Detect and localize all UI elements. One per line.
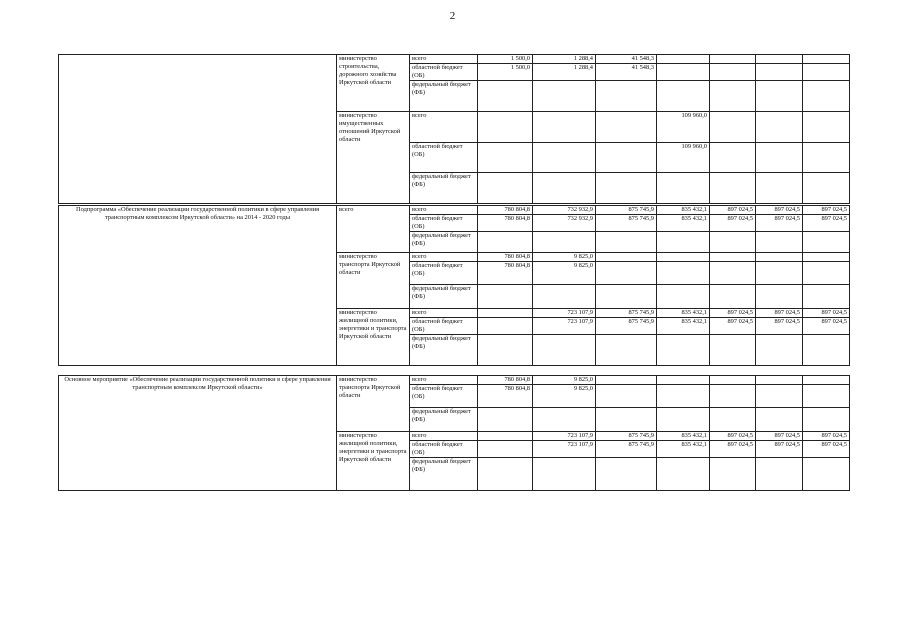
amount-cell: 875 745,9: [596, 309, 657, 318]
amount-cell: 835 432,1: [657, 318, 710, 335]
amount-cell: [756, 64, 803, 81]
amount-cell: [756, 253, 803, 262]
source-total: всего: [410, 376, 478, 385]
source-regional: областной бюджет (ОБ): [410, 385, 478, 408]
empty-cell: [803, 335, 850, 366]
amount-cell: [803, 143, 850, 173]
amount-cell: 897 024,5: [803, 215, 850, 232]
empty-cell: [756, 81, 803, 112]
empty-cell: [478, 458, 533, 491]
empty-cell: [533, 408, 596, 432]
amount-cell: [596, 253, 657, 262]
amount-cell: 897 024,5: [756, 206, 803, 215]
source-regional: областной бюджет (ОБ): [410, 262, 478, 285]
empty-cell: [478, 81, 533, 112]
amount-cell: [710, 64, 756, 81]
amount-cell: 732 932,9: [533, 206, 596, 215]
amount-cell: [596, 112, 657, 143]
amount-cell: [710, 112, 756, 143]
amount-cell: 723 107,9: [533, 318, 596, 335]
source-total: всего: [410, 55, 478, 64]
amount-cell: 897 024,5: [710, 432, 756, 441]
empty-cell: [657, 232, 710, 253]
amount-cell: [657, 376, 710, 385]
amount-cell: [657, 262, 710, 285]
empty-cell: [756, 408, 803, 432]
empty-cell: [533, 173, 596, 204]
source-regional: областной бюджет (ОБ): [410, 215, 478, 232]
empty-cell: [533, 285, 596, 309]
program-name-empty: [59, 55, 337, 204]
amount-cell: 723 107,9: [533, 441, 596, 458]
amount-cell: 835 432,1: [657, 215, 710, 232]
source-federal: федеральный бюджет (ФБ): [410, 458, 478, 491]
page-number: 2: [449, 10, 456, 22]
empty-cell: [596, 335, 657, 366]
amount-cell: [478, 309, 533, 318]
amount-cell: 897 024,5: [756, 441, 803, 458]
empty-cell: [533, 458, 596, 491]
amount-cell: [756, 143, 803, 173]
amount-cell: 897 024,5: [756, 318, 803, 335]
amount-cell: [657, 64, 710, 81]
amount-cell: 875 745,9: [596, 441, 657, 458]
amount-cell: 835 432,1: [657, 441, 710, 458]
empty-cell: [478, 335, 533, 366]
amount-cell: 897 024,5: [710, 309, 756, 318]
empty-cell: [478, 285, 533, 309]
amount-cell: 897 024,5: [710, 215, 756, 232]
empty-cell: [596, 408, 657, 432]
amount-cell: [478, 143, 533, 173]
amount-cell: 875 745,9: [596, 432, 657, 441]
amount-cell: [533, 143, 596, 173]
source-regional: областной бюджет (ОБ): [410, 64, 478, 81]
amount-cell: [533, 112, 596, 143]
empty-cell: [803, 408, 850, 432]
amount-cell: [478, 432, 533, 441]
amount-cell: 897 024,5: [803, 441, 850, 458]
empty-cell: [478, 173, 533, 204]
empty-cell: [803, 173, 850, 204]
empty-cell: [710, 232, 756, 253]
empty-cell: [657, 408, 710, 432]
amount-cell: [478, 441, 533, 458]
amount-cell: [478, 318, 533, 335]
amount-cell: [803, 262, 850, 285]
empty-cell: [803, 285, 850, 309]
amount-cell: 897 024,5: [803, 206, 850, 215]
amount-cell: [478, 112, 533, 143]
amount-cell: 723 107,9: [533, 309, 596, 318]
source-total: всего: [410, 309, 478, 318]
amount-cell: [596, 262, 657, 285]
amount-cell: 1 288,4: [533, 55, 596, 64]
amount-cell: 835 432,1: [657, 309, 710, 318]
empty-cell: [710, 458, 756, 491]
executor-housing: министерство жилищной политики, энергетики и транспорта Иркутской области: [337, 432, 410, 491]
empty-cell: [596, 81, 657, 112]
amount-cell: 9 825,0: [533, 385, 596, 408]
empty-cell: [803, 232, 850, 253]
source-federal: федеральный бюджет (ФБ): [410, 335, 478, 366]
empty-cell: [710, 335, 756, 366]
executor-property: министерство имущественных отношений Иркутской области: [337, 112, 410, 204]
executor-transport: министерство транспорта Иркутской области: [337, 253, 410, 309]
empty-cell: [756, 173, 803, 204]
empty-cell: [710, 81, 756, 112]
empty-cell: [756, 458, 803, 491]
amount-cell: 897 024,5: [803, 432, 850, 441]
amount-cell: [756, 376, 803, 385]
amount-cell: 723 107,9: [533, 432, 596, 441]
amount-cell: 835 432,1: [657, 206, 710, 215]
empty-cell: [533, 335, 596, 366]
empty-cell: [657, 81, 710, 112]
source-regional: областной бюджет (ОБ): [410, 318, 478, 335]
amount-cell: 897 024,5: [710, 441, 756, 458]
amount-cell: 875 745,9: [596, 206, 657, 215]
amount-cell: 9 825,0: [533, 253, 596, 262]
empty-cell: [596, 458, 657, 491]
amount-cell: [657, 55, 710, 64]
empty-cell: [533, 81, 596, 112]
amount-cell: [710, 55, 756, 64]
source-total: всего: [410, 112, 478, 143]
amount-cell: 780 804,8: [478, 385, 533, 408]
amount-cell: 1 500,0: [478, 55, 533, 64]
empty-cell: [657, 285, 710, 309]
empty-cell: [803, 81, 850, 112]
empty-cell: [478, 408, 533, 432]
amount-cell: [710, 262, 756, 285]
empty-cell: [756, 232, 803, 253]
amount-cell: 9 825,0: [533, 376, 596, 385]
amount-cell: 732 932,9: [533, 215, 596, 232]
amount-cell: 897 024,5: [803, 309, 850, 318]
empty-cell: [803, 458, 850, 491]
amount-cell: 780 804,8: [478, 253, 533, 262]
amount-cell: [803, 253, 850, 262]
source-federal: федеральный бюджет (ФБ): [410, 408, 478, 432]
empty-cell: [596, 285, 657, 309]
source-total: всего: [410, 432, 478, 441]
budget-table-subprogram: [58, 205, 850, 366]
empty-cell: [596, 232, 657, 253]
source-federal: федеральный бюджет (ФБ): [410, 81, 478, 112]
subprogram-name: Подпрограмма «Обеспечение реализации государственной политики в сфере управления транспортным комплексом Иркутской области» на 2014 - 2020 годы: [59, 206, 337, 366]
source-federal: федеральный бюджет (ФБ): [410, 285, 478, 309]
empty-cell: [657, 335, 710, 366]
amount-cell: [657, 385, 710, 408]
source-regional: областной бюджет (ОБ): [410, 143, 478, 173]
amount-cell: 780 804,8: [478, 215, 533, 232]
amount-cell: 875 745,9: [596, 318, 657, 335]
amount-cell: 1 288,4: [533, 64, 596, 81]
empty-cell: [657, 173, 710, 204]
amount-cell: 897 024,5: [803, 318, 850, 335]
source-total: всего: [410, 253, 478, 262]
amount-cell: [710, 143, 756, 173]
amount-cell: [756, 55, 803, 64]
amount-cell: 897 024,5: [710, 318, 756, 335]
amount-cell: 897 024,5: [756, 215, 803, 232]
amount-cell: [756, 262, 803, 285]
executor-transport: министерство транспорта Иркутской области: [337, 376, 410, 432]
budget-table-main-event: [58, 375, 850, 491]
executor-housing: министерство жилищной политики, энергетики и транспорта Иркутской области: [337, 309, 410, 366]
amount-cell: 875 745,9: [596, 215, 657, 232]
empty-cell: [756, 285, 803, 309]
amount-cell: 780 804,8: [478, 376, 533, 385]
empty-cell: [533, 232, 596, 253]
amount-cell: 109 960,0: [657, 112, 710, 143]
amount-cell: 897 024,5: [756, 309, 803, 318]
amount-cell: [710, 253, 756, 262]
source-federal: федеральный бюджет (ФБ): [410, 232, 478, 253]
amount-cell: 9 825,0: [533, 262, 596, 285]
amount-cell: 780 804,8: [478, 262, 533, 285]
amount-cell: [710, 376, 756, 385]
amount-cell: [596, 376, 657, 385]
source-total: всего: [410, 206, 478, 215]
executor-total: всего: [337, 206, 410, 253]
amount-cell: 41 548,3: [596, 64, 657, 81]
empty-cell: [710, 408, 756, 432]
empty-cell: [756, 335, 803, 366]
amount-cell: [803, 376, 850, 385]
budget-table: [58, 54, 850, 204]
amount-cell: 109 960,0: [657, 143, 710, 173]
amount-cell: [756, 112, 803, 143]
empty-cell: [478, 232, 533, 253]
amount-cell: 897 024,5: [710, 206, 756, 215]
amount-cell: 780 804,8: [478, 206, 533, 215]
source-regional: областной бюджет (ОБ): [410, 441, 478, 458]
executor-construction: министерство строительства, дорожного хозяйства Иркутской области: [337, 55, 410, 112]
empty-cell: [596, 173, 657, 204]
amount-cell: [803, 55, 850, 64]
empty-cell: [710, 173, 756, 204]
amount-cell: [596, 385, 657, 408]
amount-cell: 835 432,1: [657, 432, 710, 441]
amount-cell: [710, 385, 756, 408]
amount-cell: 1 500,0: [478, 64, 533, 81]
amount-cell: 41 548,3: [596, 55, 657, 64]
amount-cell: 897 024,5: [756, 432, 803, 441]
amount-cell: [803, 112, 850, 143]
empty-cell: [657, 458, 710, 491]
amount-cell: [596, 143, 657, 173]
main-event-name: Основное мероприятие «Обеспечение реализации государственной политики в сфере управления транспортным комплексом Иркутской области»: [59, 376, 337, 491]
amount-cell: [756, 385, 803, 408]
amount-cell: [803, 64, 850, 81]
amount-cell: [657, 253, 710, 262]
source-federal: федеральный бюджет (ФБ): [410, 173, 478, 204]
amount-cell: [803, 385, 850, 408]
empty-cell: [710, 285, 756, 309]
